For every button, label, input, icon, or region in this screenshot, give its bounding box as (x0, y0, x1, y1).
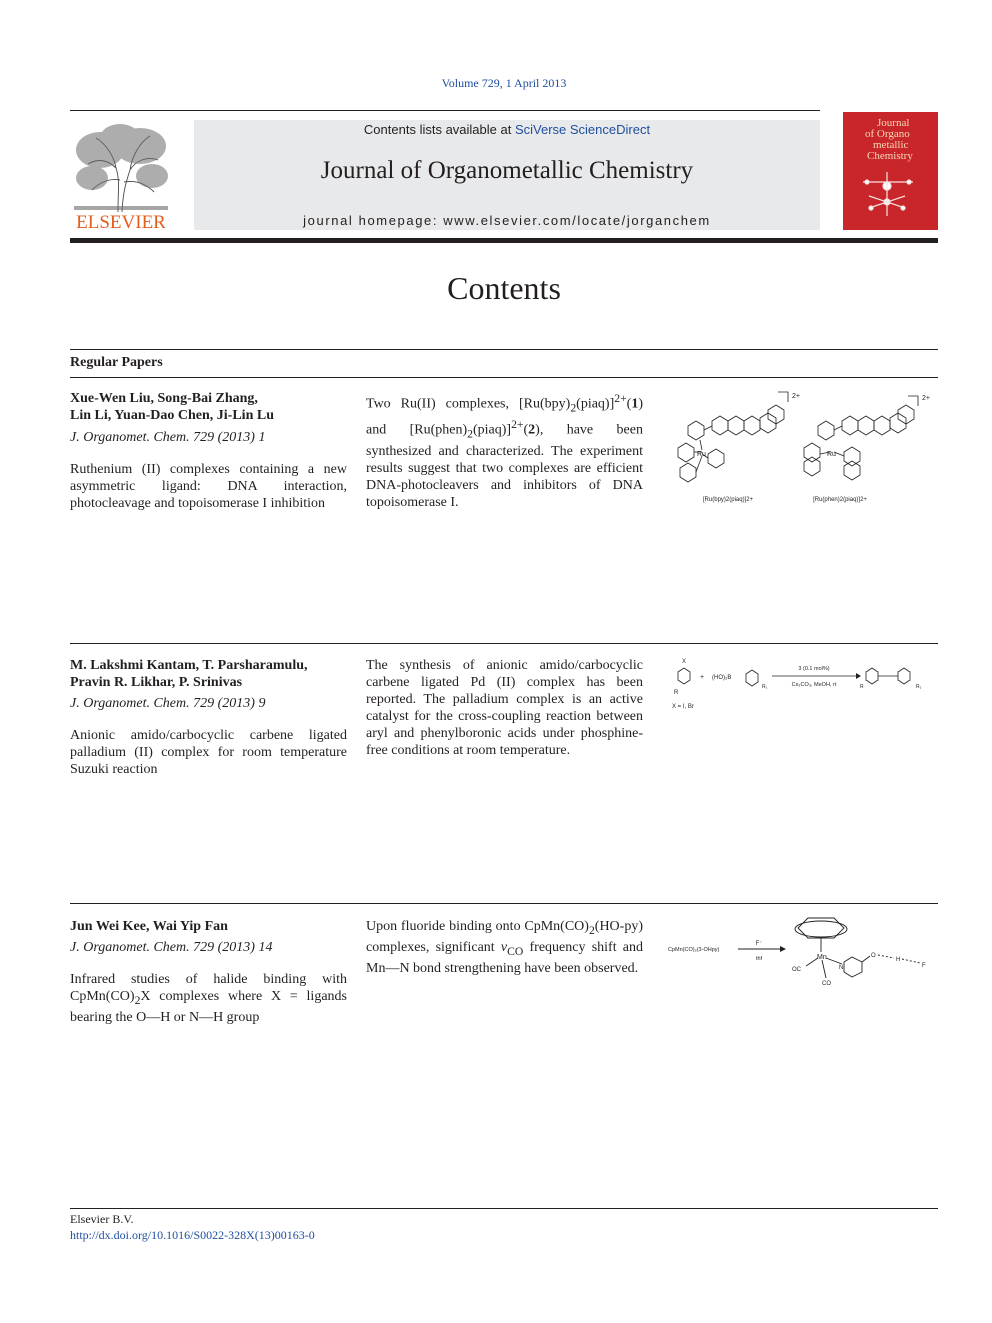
r1-label: R₁ (762, 684, 768, 690)
oxygen-label: O (871, 953, 876, 959)
reactant-label: CpMn(CO)₂(3-OHpy) (668, 947, 720, 953)
r-label: R (674, 690, 679, 696)
solvent-label: thf (755, 956, 763, 962)
header-thick-rule (70, 238, 938, 243)
cover-title-line: Journal (877, 117, 910, 129)
cover-title-line: of Organo (865, 128, 910, 140)
author-line: Pravin R. Likhar, P. Srinivas (70, 675, 243, 690)
x-definition: X = I, Br (672, 704, 694, 710)
footer-publisher: Elsevier B.V. (70, 1212, 134, 1226)
contents-available (194, 122, 820, 137)
section-top-rule (70, 349, 938, 350)
charge-label: 2+ (922, 395, 930, 402)
entry-2-graphical-abstract (668, 654, 938, 714)
entry-3-graphical-abstract (668, 912, 938, 992)
r1-label: R₁ (916, 684, 922, 690)
metal-label: Ru (697, 451, 706, 458)
charge-label: 2+ (792, 393, 800, 400)
entry-1-citation[interactable]: J. Organomet. Chem. 729 (2013) 1 (70, 430, 266, 445)
journal-cover (843, 112, 938, 230)
header-rule (70, 110, 820, 111)
tree-icon (70, 120, 172, 232)
entry-separator (70, 643, 938, 644)
metal-label: Ru (827, 451, 836, 458)
complex-1-label: [Ru(bpy)2(piaq)]2+ (702, 497, 754, 503)
page-title: Contents (447, 270, 561, 306)
sciencedirect-link[interactable]: SciVerse ScienceDirect (514, 122, 651, 137)
entry-1-authors (70, 390, 350, 424)
footer-rule (70, 1208, 938, 1209)
fluoride-label: F⁻ (755, 941, 763, 947)
doi-link[interactable]: http://dx.doi.org/10.1016/S0022-328X(13)00163-0 (70, 1228, 315, 1242)
author-line: Jun Wei Kee, Wai Yip Fan (70, 919, 228, 934)
entry-3-abstract: Upon fluoride binding onto $CpMn(CO)_2(HO-py)$ complexes, significant $\nu_{CO}$ frequency shift and Mn—N bond strengthening have been observed. (366, 919, 644, 976)
cover-title-line: Chemistry (867, 150, 913, 162)
entry-1-graphical-abstract (668, 388, 938, 508)
nitrogen-label: N (839, 965, 844, 971)
contents-prefix: Contents lists available at (363, 122, 515, 137)
entry-1-title[interactable]: Ruthenium (II) complexes containing a new asymmetric ligand: DNA interaction, photocleavage and topoisomerase I inhibition (70, 462, 347, 511)
entry-2-abstract: The synthesis of anionic amido/carbocyclic carbene ligated Pd (II) complex has been reported. The palladium complex is an active catalyst for the cross-coupling reaction between aryl and phenylboronic acids under phosphine-free conditions at room temperature. (366, 658, 643, 758)
metal-label: Mn (817, 954, 827, 961)
entry-3-title[interactable]: Infrared studies of halide binding with $CpMn(CO)_2X$ complexes where X = ligands bearing the O—H or N—H group (70, 972, 347, 1025)
elsevier-wordmark: ELSEVIER (76, 212, 166, 232)
author-line: Lin Li, Yuan-Dao Chen, Ji-Lin Lu (70, 408, 274, 423)
entry-2-authors (70, 657, 350, 691)
entry-3-authors (70, 918, 350, 935)
fluoride-atom-label: F (922, 963, 926, 969)
carbonyl-label: OC (792, 967, 801, 973)
conditions-label: Cs₂CO₃, MeOH, rt (791, 682, 837, 688)
section-title: Regular Papers (70, 355, 163, 370)
section-bottom-rule (70, 377, 938, 378)
journal-title: Journal of Organometallic Chemistry (320, 157, 694, 184)
catalyst-label: 3 (0.1 mol%) (798, 666, 830, 672)
entry-2-title[interactable]: Anionic amido/carbocyclic carbene ligated palladium (II) complex for room temperature Suzuki reaction (70, 728, 347, 777)
boronic-label: (HO)₂B (712, 675, 732, 681)
elsevier-logo (70, 120, 172, 232)
volume-info: Volume 729, 1 April 2013 (441, 76, 567, 90)
entry-separator (70, 903, 938, 904)
hydrogen-label: H (896, 957, 901, 963)
author-line: M. Lakshmi Kantam, T. Parsharamulu, (70, 658, 308, 673)
carbonyl-label: CO (822, 981, 831, 987)
complex-2-label: [Ru(phen)2(piaq)]2+ (813, 497, 867, 503)
x-label: X (682, 659, 687, 665)
entry-3-citation[interactable]: J. Organomet. Chem. 729 (2013) 14 (70, 940, 273, 955)
r-label: R (860, 684, 864, 690)
journal-banner (194, 120, 820, 230)
author-line: Xue-Wen Liu, Song-Bai Zhang, (70, 391, 258, 406)
entry-2-citation[interactable]: J. Organomet. Chem. 729 (2013) 9 (70, 696, 266, 711)
plus-sign: + (700, 674, 705, 681)
entry-1-abstract: Two Ru(II) complexes, $[Ru(bpy)_2(piaq)]^{2+}(1)$ and $[Ru(phen)_2(piaq)]^{2+}(2)$, have been synthesized and characterized. The experiment results suggest that two complexes are efficient DNA-photocleavers and inhibitors of DNA topoisomerase I. (366, 392, 643, 510)
journal-homepage[interactable]: journal homepage: www.elsevier.com/locate/jorganchem (303, 213, 711, 228)
cover-title-line: metallic (873, 139, 909, 151)
